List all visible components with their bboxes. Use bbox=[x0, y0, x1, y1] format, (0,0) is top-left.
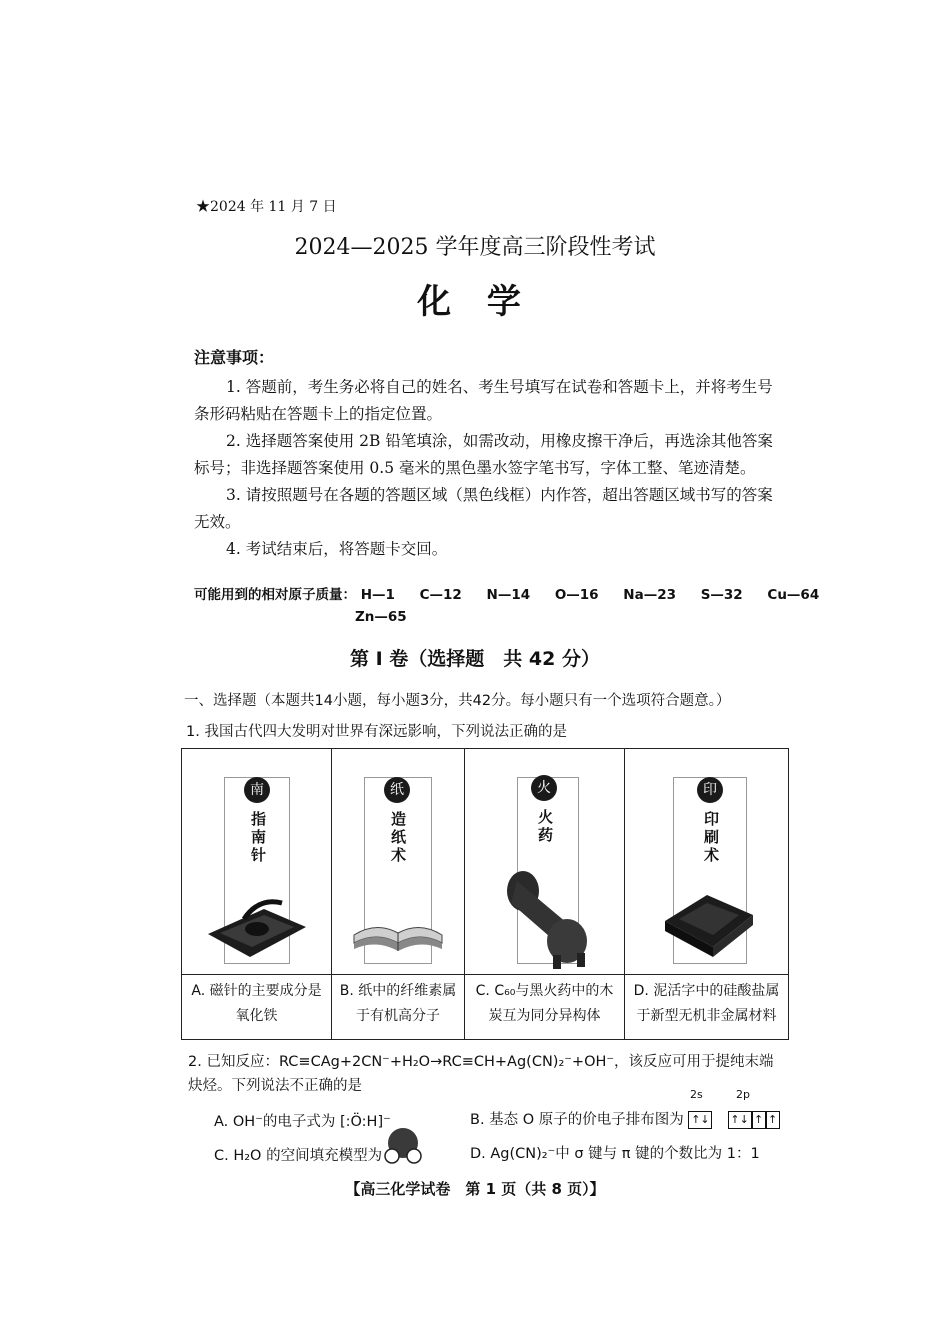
option-caption: A. 磁针的主要成分是氧化铁 bbox=[191, 983, 322, 1024]
exam-date: ★2024 年 11 月 7 日 bbox=[196, 199, 337, 215]
option-b-cell bbox=[332, 749, 465, 1039]
printing-image bbox=[625, 749, 788, 975]
notice-item: 1. 答题前，考生务必将自己的姓名、考生号填写在试卷和答题卡上，并将考生号条形码粘贴在答题卡上的指定位置。 bbox=[194, 378, 773, 423]
gunpowder-image bbox=[465, 749, 624, 975]
orbital-box-2s: ↑↓ bbox=[688, 1111, 712, 1129]
badge: 南 bbox=[244, 777, 270, 803]
option-caption: B. 纸中的纤维素属于有机高分子 bbox=[339, 983, 457, 1024]
compass-image bbox=[182, 749, 331, 975]
art-title: 造纸术 bbox=[389, 811, 407, 865]
orbital-label-2s: 2s bbox=[690, 1088, 703, 1101]
question-1-stem: 1. 我国古代四大发明对世界有深远影响，下列说法正确的是 bbox=[186, 724, 567, 740]
atomic-mass: S—32 bbox=[700, 587, 743, 603]
orbital-label-2p: 2p bbox=[736, 1088, 750, 1101]
atomic-masses bbox=[194, 583, 839, 603]
electron-formula: [:Ö:H]⁻ bbox=[339, 1114, 391, 1130]
art-title: 指南针 bbox=[249, 811, 267, 865]
section-note: 一、选择题（本题共14小题，每小题3分，共42分。每小题只有一个选项符合题意。） bbox=[184, 693, 731, 709]
option-a-text: A. OH⁻的电子式为 bbox=[214, 1114, 336, 1130]
question-2-option-d: D. Ag(CN)₂⁻中 σ 键与 π 键的个数比为 1：1 bbox=[470, 1146, 760, 1162]
option-d-cell bbox=[625, 749, 788, 1039]
exam-title: 2024—2025 学年度高三阶段性考试 bbox=[294, 235, 656, 260]
cannon-icon bbox=[497, 861, 597, 971]
section-title: 第 I 卷（选择题 共 42 分） bbox=[350, 648, 600, 670]
orbital-box-2p: ↑ bbox=[752, 1111, 766, 1129]
badge: 纸 bbox=[384, 777, 410, 803]
atomic-mass: Cu—64 bbox=[767, 587, 820, 603]
option-a-cell bbox=[182, 749, 332, 1039]
notice-item: 4. 考试结束后，将答题卡交回。 bbox=[226, 540, 448, 558]
atomic-mass: Na—23 bbox=[623, 587, 676, 603]
papermaking-image bbox=[332, 749, 464, 975]
option-b-text: B. 基态 O 原子的价电子排布图为 bbox=[470, 1112, 684, 1128]
page-footer: 【高三化学试卷 第 1 页（共 8 页）】 bbox=[345, 1180, 605, 1198]
book-icon bbox=[350, 909, 446, 959]
notice-title: 注意事项： bbox=[194, 348, 275, 367]
notice-list bbox=[194, 374, 774, 563]
option-c-cell bbox=[465, 749, 625, 1039]
orbital-box-2p: ↑ bbox=[766, 1111, 780, 1129]
atomic-mass-continued: Zn—65 bbox=[355, 609, 407, 625]
badge: 火 bbox=[531, 775, 557, 801]
water-space-filling-model bbox=[383, 1126, 423, 1166]
atomic-mass: C—12 bbox=[419, 587, 462, 603]
badge: 印 bbox=[697, 777, 723, 803]
atomic-masses-label: 可能用到的相对原子质量： bbox=[194, 587, 356, 603]
subject-title: 化 学 bbox=[417, 282, 533, 322]
question-2-option-c bbox=[214, 1144, 382, 1165]
question-2-stem: 2. 已知反应：RC≡CAg+2CN⁻+H₂O→RC≡CH+Ag(CN)₂⁻+OH⁻，该反应可用于提纯末端炔烃。下列说法不正确的是 bbox=[188, 1054, 774, 1094]
notice-item: 2. 选择题答案使用 2B 铅笔填涂，如需改动，用橡皮擦干净后，再选涂其他答案标号；非选择题答案使用 0.5 毫米的黑色墨水签字笔书写，字体工整、笔迹清楚。 bbox=[194, 432, 773, 477]
atomic-mass: N—14 bbox=[486, 587, 531, 603]
orbital-box-2p: ↑↓ bbox=[728, 1111, 752, 1129]
type-block-icon bbox=[661, 881, 757, 961]
option-c-text: C. H₂O 的空间填充模型为 bbox=[214, 1148, 383, 1164]
notice-item: 3. 请按照题号在各题的答题区域（黑色线框）内作答，超出答题区域书写的答案无效。 bbox=[194, 486, 773, 531]
question-2-option-a bbox=[214, 1110, 391, 1131]
compass-icon bbox=[204, 889, 310, 964]
atomic-mass: O—16 bbox=[554, 587, 599, 603]
question-2-option-b bbox=[470, 1108, 780, 1129]
option-caption: C. C₆₀与黑火药中的木炭互为同分异构体 bbox=[475, 983, 614, 1024]
atomic-mass: H—1 bbox=[360, 587, 395, 603]
question-1-options-table bbox=[181, 748, 789, 1040]
art-title: 印刷术 bbox=[702, 811, 720, 865]
option-caption: D. 泥活字中的硅酸盐属于新型无机非金属材料 bbox=[633, 983, 780, 1024]
art-title: 火药 bbox=[536, 809, 554, 845]
